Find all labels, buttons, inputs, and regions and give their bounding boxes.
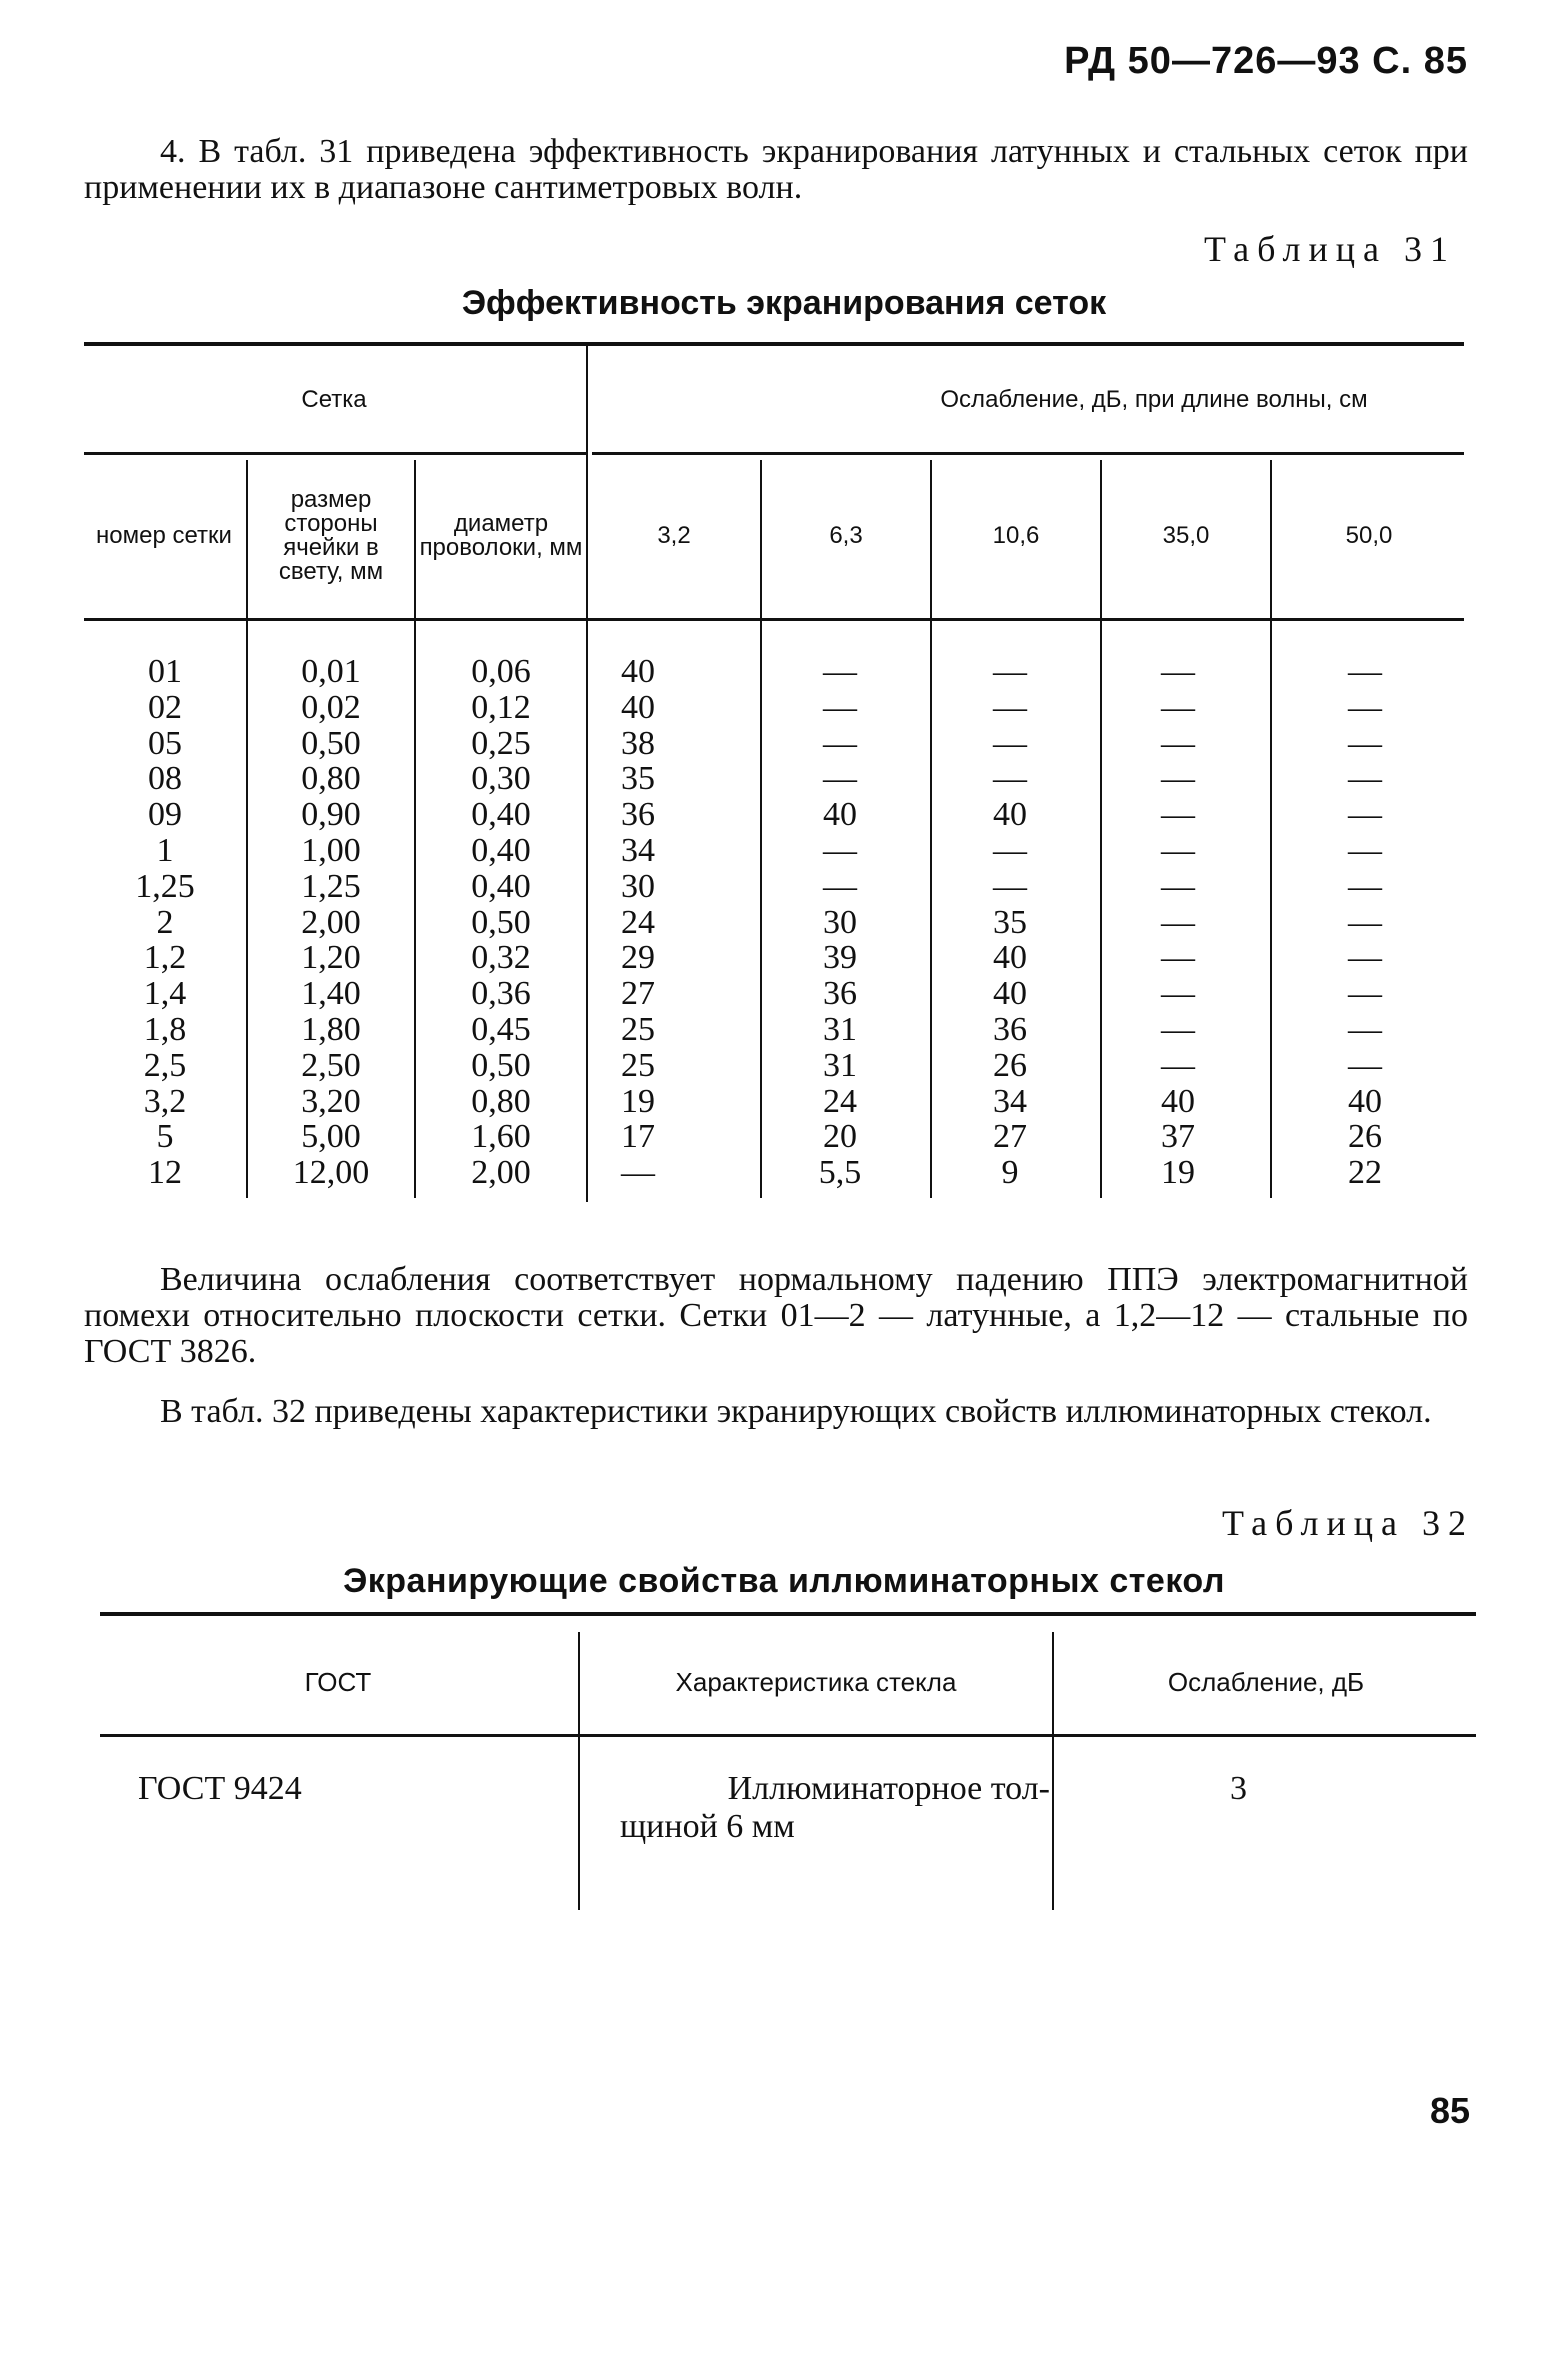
cell-wire-diameter: 0,45: [471, 1010, 531, 1048]
header-wavelength-10-6: 10,6: [992, 522, 1040, 549]
cell-atten-10-6: —: [993, 653, 1027, 690]
cell-atten-35-0: —: [1161, 653, 1195, 690]
cell-mesh-size: 1,40: [301, 975, 361, 1013]
cell-atten-35-0: —: [1161, 831, 1195, 869]
cell-wire-diameter: 0,25: [471, 724, 531, 762]
cell-grid-number: 08: [148, 760, 182, 798]
cell-atten-6-3: —: [823, 724, 857, 762]
cell-atten-6-3: 5,5: [818, 1154, 862, 1192]
cell-atten-50-0: —: [1348, 724, 1382, 762]
table-31-label: Таблица 31: [1204, 229, 1456, 269]
table-32-reference-paragraph: В табл. 32 приведены характеристики экранирующих свойств иллюминаторных стекол.: [160, 1393, 1432, 1430]
cell-grid-number: 5: [156, 1118, 174, 1156]
cell-wire-diameter: 0,36: [471, 975, 531, 1013]
cell-grid-number: 1,2: [143, 939, 187, 977]
table-32-title: Экранирующие свойства иллюминаторных стекол: [343, 1562, 1225, 1600]
cell-wire-diameter: 0,50: [471, 1046, 531, 1084]
cell-wire-diameter: 0,32: [471, 939, 531, 977]
cell-atten-6-3: 30: [823, 903, 857, 941]
header-gost: ГОСТ: [304, 1666, 372, 1697]
column-atten-3-2: [588, 654, 688, 1191]
cell-atten-3-2: 36: [621, 796, 655, 834]
cell-atten-35-0: —: [1161, 724, 1195, 762]
cell-atten-50-0: 26: [1348, 1118, 1382, 1156]
cell-atten-35-0: 37: [1161, 1118, 1195, 1156]
cell-wire-diameter: 0,40: [471, 796, 531, 834]
cell-mesh-size: 5,00: [301, 1118, 361, 1156]
cell-mesh-size: 12,00: [292, 1154, 370, 1192]
cell-atten-10-6: 27: [993, 1118, 1027, 1156]
cell-atten-6-3: —: [823, 760, 857, 798]
cell-grid-number: 05: [148, 724, 182, 762]
header-mesh-size: размер стороны ячейки в свету, мм: [278, 486, 384, 585]
cell-mesh-size: 0,50: [301, 724, 361, 762]
header-grid-number: номер сетки: [96, 522, 232, 549]
column-mesh-size: [248, 654, 414, 1191]
cell-grid-number: 01: [148, 653, 182, 690]
cell-atten-3-2: 30: [621, 867, 655, 905]
cell-atten-50-0: —: [1348, 760, 1382, 798]
cell-grid-number: 2,5: [143, 1046, 187, 1084]
cell-atten-50-0: —: [1348, 939, 1382, 977]
cell-atten-3-2: 25: [621, 1010, 655, 1048]
header-grid-group: Сетка: [301, 386, 367, 413]
cell-mesh-size: 0,90: [301, 796, 361, 834]
page-number: 85: [1429, 2090, 1470, 2131]
cell-atten-3-2: 17: [621, 1118, 655, 1156]
header-wavelength-6-3: 6,3: [829, 522, 863, 549]
header-wire-diameter: диаметр проволоки, мм: [419, 510, 583, 561]
column-grid-number: [84, 654, 246, 1191]
cell-atten-6-3: 24: [823, 1082, 857, 1120]
table-rule: [100, 1734, 1476, 1737]
cell-atten-3-2: 38: [621, 724, 655, 762]
column-divider: [578, 1632, 580, 1910]
cell-mesh-size: 0,01: [301, 653, 361, 690]
cell-atten-50-0: —: [1348, 1010, 1382, 1048]
cell-atten-35-0: —: [1161, 1010, 1195, 1048]
header-wavelength-3-2: 3,2: [657, 522, 691, 549]
cell-wire-diameter: 0,50: [471, 903, 531, 941]
cell-atten-50-0: —: [1348, 975, 1382, 1013]
cell-atten-50-0: —: [1348, 903, 1382, 941]
cell-atten-3-2: 27: [621, 975, 655, 1013]
table-32: [100, 1612, 1476, 1912]
cell-atten-6-3: 31: [823, 1010, 857, 1048]
cell-wire-diameter: 0,06: [471, 653, 531, 690]
table-rule: [592, 452, 1464, 455]
header-attenuation-group: Ослабление, дБ, при длине волны, см: [940, 386, 1368, 413]
cell-mesh-size: 1,25: [301, 867, 361, 905]
cell-atten-6-3: 20: [823, 1118, 857, 1156]
column-atten-50-0: [1272, 654, 1458, 1191]
cell-atten-6-3: —: [823, 831, 857, 869]
cell-grid-number: 02: [148, 688, 182, 726]
cell-glass-line-1: Иллюминаторное тол-: [727, 1770, 1050, 1807]
cell-atten-50-0: —: [1348, 831, 1382, 869]
cell-gost-value: ГОСТ 9424: [138, 1770, 302, 1807]
cell-atten-3-2: 29: [621, 939, 655, 977]
cell-atten-10-6: 40: [993, 796, 1027, 834]
cell-wire-diameter: 0,12: [471, 688, 531, 726]
cell-atten-6-3: 40: [823, 796, 857, 834]
cell-atten-35-0: —: [1161, 903, 1195, 941]
cell-atten-35-0: —: [1161, 939, 1195, 977]
cell-atten-35-0: —: [1161, 688, 1195, 726]
cell-atten-6-3: 39: [823, 939, 857, 977]
cell-atten-10-6: 34: [993, 1082, 1027, 1120]
cell-wire-diameter: 0,40: [471, 867, 531, 905]
cell-grid-number: 3,2: [143, 1082, 187, 1120]
cell-atten-6-3: 36: [823, 975, 857, 1013]
cell-grid-number: 1: [156, 831, 174, 869]
cell-atten-3-2: 25: [621, 1046, 655, 1084]
cell-mesh-size: 2,00: [301, 903, 361, 941]
cell-atten-50-0: —: [1348, 867, 1382, 905]
cell-atten-10-6: —: [993, 867, 1027, 905]
cell-atten-10-6: 40: [993, 939, 1027, 977]
cell-grid-number: 09: [148, 796, 182, 834]
cell-atten-10-6: —: [993, 724, 1027, 762]
cell-atten-50-0: —: [1348, 653, 1382, 690]
cell-mesh-size: 0,80: [301, 760, 361, 798]
cell-atten-3-2: 35: [621, 760, 655, 798]
table-rule: [84, 342, 1464, 346]
cell-atten-35-0: —: [1161, 867, 1195, 905]
cell-mesh-size: 2,50: [301, 1046, 361, 1084]
cell-atten-50-0: 40: [1348, 1082, 1382, 1120]
cell-mesh-size: 1,00: [301, 831, 361, 869]
table-rule: [84, 618, 1464, 621]
cell-wire-diameter: 2,00: [471, 1154, 531, 1192]
header-wavelength-35-0: 35,0: [1162, 522, 1210, 549]
cell-wire-diameter: 0,80: [471, 1082, 531, 1120]
cell-grid-number: 1,4: [143, 975, 187, 1013]
cell-atten-35-0: 40: [1161, 1082, 1195, 1120]
cell-atten-10-6: 36: [993, 1010, 1027, 1048]
cell-attenuation-value: 3: [1230, 1770, 1247, 1807]
note-paragraph: Величина ослабления соответствует нормальному падению ППЭ электромагнитной помехи относительно плоскости сетки. Сетки 01—2 — латунные, а 1,2—12 — стальные по ГОСТ 3826.: [84, 1261, 1468, 1370]
table-rule: [100, 1612, 1476, 1616]
cell-atten-6-3: —: [823, 653, 857, 690]
table-31: [84, 342, 1464, 1202]
cell-atten-10-6: —: [993, 831, 1027, 869]
column-atten-10-6: [932, 654, 1088, 1191]
cell-atten-6-3: —: [823, 867, 857, 905]
cell-atten-35-0: —: [1161, 975, 1195, 1013]
cell-atten-10-6: 35: [993, 903, 1027, 941]
cell-atten-3-2: 19: [621, 1082, 655, 1120]
cell-atten-10-6: 26: [993, 1046, 1027, 1084]
column-divider: [1052, 1632, 1054, 1910]
cell-atten-6-3: 31: [823, 1046, 857, 1084]
cell-atten-10-6: 9: [1001, 1154, 1019, 1192]
cell-atten-3-2: 40: [621, 688, 655, 726]
cell-atten-6-3: —: [823, 688, 857, 726]
cell-atten-10-6: —: [993, 688, 1027, 726]
cell-mesh-size: 3,20: [301, 1082, 361, 1120]
cell-atten-35-0: —: [1161, 796, 1195, 834]
header-wavelength-50-0: 50,0: [1345, 522, 1393, 549]
cell-wire-diameter: 1,60: [471, 1118, 531, 1156]
cell-grid-number: 2: [156, 903, 174, 941]
table-rule: [84, 452, 588, 455]
header-glass-characteristic: Характеристика стекла: [675, 1666, 957, 1697]
cell-atten-50-0: —: [1348, 796, 1382, 834]
cell-grid-number: 1,8: [143, 1010, 187, 1048]
table-31-title: Эффективность экранирования сеток: [461, 284, 1107, 322]
table-32-label: Таблица 32: [1222, 1503, 1474, 1543]
cell-atten-50-0: 22: [1348, 1154, 1382, 1192]
cell-glass-line-2: щиной 6 мм: [620, 1808, 795, 1845]
column-wire-diameter: [416, 654, 586, 1191]
cell-atten-35-0: —: [1161, 760, 1195, 798]
cell-atten-3-2: 24: [621, 903, 655, 941]
intro-paragraph: 4. В табл. 31 приведена эффективность экранирования латунных и стальных сеток при применении их в диапазоне сантиметровых волн.: [84, 133, 1468, 206]
header-attenuation: Ослабление, дБ: [1167, 1666, 1365, 1697]
cell-atten-35-0: 19: [1161, 1154, 1195, 1192]
cell-mesh-size: 0,02: [301, 688, 361, 726]
cell-atten-3-2: —: [621, 1154, 655, 1192]
cell-atten-3-2: 40: [621, 653, 655, 690]
column-atten-6-3: [762, 654, 918, 1191]
cell-wire-diameter: 0,30: [471, 760, 531, 798]
cell-atten-50-0: —: [1348, 688, 1382, 726]
cell-mesh-size: 1,20: [301, 939, 361, 977]
cell-atten-50-0: —: [1348, 1046, 1382, 1084]
column-atten-35-0: [1102, 654, 1254, 1191]
cell-atten-10-6: —: [993, 760, 1027, 798]
cell-atten-3-2: 34: [621, 831, 655, 869]
cell-atten-35-0: —: [1161, 1046, 1195, 1084]
document-code-header: РД 50—726—93 С. 85: [1064, 40, 1468, 82]
cell-atten-10-6: 40: [993, 975, 1027, 1013]
cell-mesh-size: 1,80: [301, 1010, 361, 1048]
cell-grid-number: 1,25: [135, 867, 195, 905]
cell-wire-diameter: 0,40: [471, 831, 531, 869]
cell-grid-number: 12: [148, 1154, 182, 1192]
